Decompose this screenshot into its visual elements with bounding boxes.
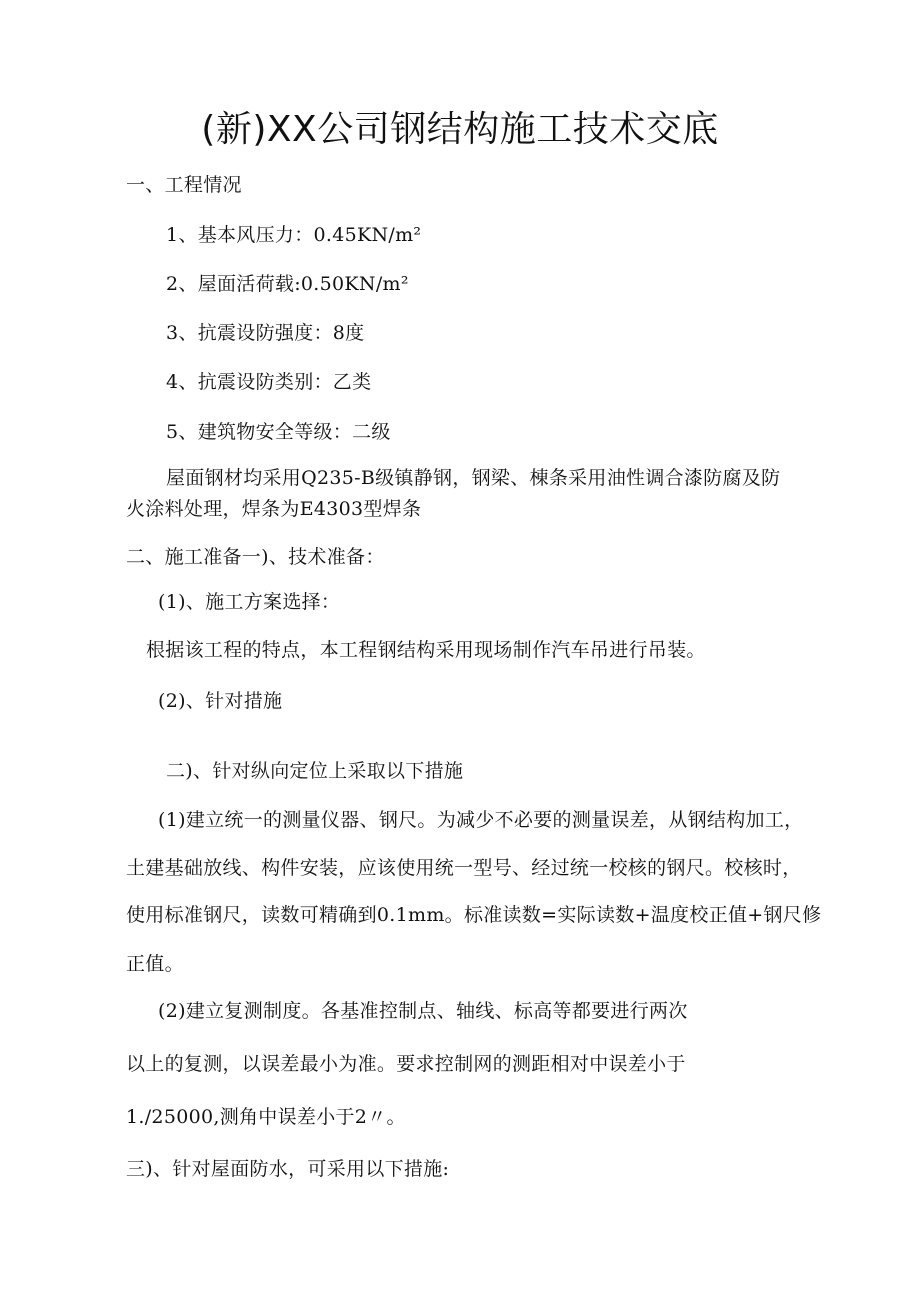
list-item: 1、基本风压力：0.45KN/m² (166, 224, 422, 246)
paragraph-line: 正值。 (126, 953, 184, 975)
paragraph-line: (2)建立复测制度。各基准控制点、轴线、标高等都要进行两次 (158, 1000, 688, 1022)
section-heading-project-overview: 一、工程情况 (126, 174, 242, 196)
paragraph-line: 以上的复测，以误差最小为准。要求控制网的测距相对中误差小于 (126, 1053, 686, 1075)
paragraph-line: 1./25000,测角中误差小于2〃。 (126, 1106, 406, 1128)
paragraph-line: 使用标准钢尺，读数可精确到0.1mm。标准读数=实际读数+温度校正值+钢尺修 (126, 904, 822, 926)
list-item: 4、抗震设防类别：乙类 (166, 371, 372, 393)
list-item: 3、抗震设防强度：8度 (166, 322, 365, 344)
paragraph-line: 土建基础放线、构件安装，应该使用统一型号、经过统一校核的钢尺。校核时， (126, 857, 802, 879)
paragraph-line: 火涂料处理，焊条为E4303型焊条 (126, 498, 422, 520)
list-item: 2、屋面活荷载:0.50KN/m² (166, 273, 409, 295)
paragraph-line: 屋面钢材均采用Q235-B级镇静钢，钢梁、棟条采用油性调合漆防腐及防 (166, 467, 781, 489)
section-heading-roof-waterproofing: 三)、针对屋面防水，可采用以下措施: (126, 1158, 450, 1180)
section-heading-construction-preparation: 二、施工准备一)、技术准备： (126, 546, 385, 568)
document-title: (新)XX公司钢结构施工技术交底 (201, 109, 719, 150)
subheading: (1)、施工方案选择： (158, 591, 341, 613)
subheading: (2)、针对措施 (158, 690, 283, 712)
subheading: 二)、针对纵向定位上采取以下措施 (166, 760, 464, 782)
paragraph-line: (1)建立统一的测量仪器、钢尺。为减少不必要的测量误差，从钢结构加工， (158, 809, 804, 831)
list-item: 5、建筑物安全等级：二级 (166, 421, 391, 443)
paragraph-line: 根据该工程的特点，本工程钢结构采用现场制作汽车吊进行吊装。 (146, 639, 706, 661)
